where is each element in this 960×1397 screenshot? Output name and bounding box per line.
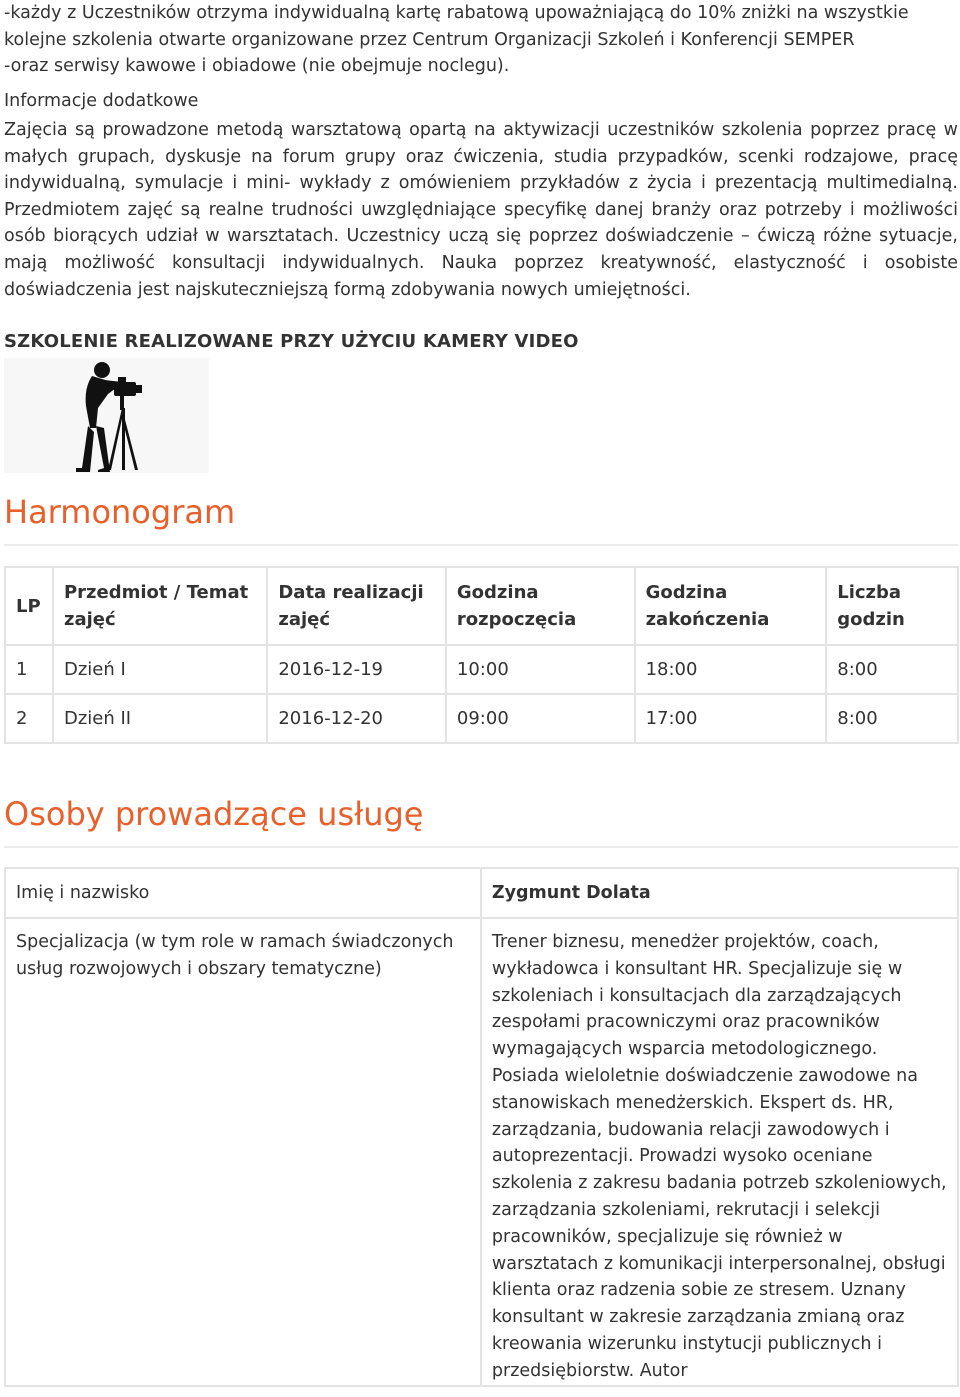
header-end: Godzina zakończenia — [635, 567, 827, 645]
cell-date: 2016-12-20 — [267, 694, 446, 743]
table-row — [5, 868, 958, 918]
cell-subject: Dzień II — [53, 694, 267, 743]
cell-subject: Dzień I — [53, 645, 267, 694]
camera-operator-silhouette-icon — [4, 358, 209, 473]
table-row — [5, 645, 958, 694]
cell-hours: 8:00 — [826, 645, 958, 694]
cell-start: 10:00 — [446, 645, 635, 694]
cell-lp: 2 — [5, 694, 53, 743]
video-heading: SZKOLENIE REALIZOWANE PRZY UŻYCIU KAMERY VIDEO — [4, 331, 579, 352]
header-hours: Liczba godzin — [826, 567, 958, 645]
header-subject: Przedmiot / Temat zajęć — [53, 567, 267, 645]
cell-hours: 8:00 — [826, 694, 958, 743]
cell-end: 18:00 — [635, 645, 827, 694]
table-header-row — [5, 567, 958, 645]
harmonogram-table — [4, 566, 959, 744]
info-body: Zajęcia są prowadzone metodą warsztatową opartą na aktywizacji uczestników szkolenia poprzez pracę w małych grupach, dyskusje na forum grupy oraz ćwiczenia, studia przypadków, scenki rodzajowe, pracę indywidualną, symulacje i mini- wykłady z omówieniem przykładów z życia i prezentacją multimedialną. Przedmiotem zajęć są realne trudności uwzględniające specyfikę danej branży oraz potrzeby i możliwości osób biorących udział w warsztatach. Uczestnicy uczą się poprzez doświadczenie – ćwiczą różne sytuacje, mają możliwość konsultacji indywidualnych. Nauka poprzez kreatywność, elastyczność i osobiste doświadczenia jest najskuteczniejszą formą zdobywania nowych umiejętności. — [4, 120, 958, 300]
cell-lp: 1 — [5, 645, 53, 694]
trainer-name: Zygmunt Dolata — [481, 868, 958, 918]
info-heading: Informacje dodatkowe — [4, 91, 199, 111]
osoby-title: Osoby prowadzące usługę — [4, 795, 424, 833]
intro-line-discount: -każdy z Uczestników otrzyma indywidualną kartę rabatową upoważniającą do 10% zniżki na wszystkie kolejne szkolenia otwarte organizowane przez Centrum Organizacji Szkoleń i Konferencji SEMPER — [4, 3, 909, 50]
intro-line-catering: -oraz serwisy kawowe i obiadowe (nie obejmuje noclegu). — [4, 56, 510, 77]
table-row — [5, 694, 958, 743]
cell-date: 2016-12-19 — [267, 645, 446, 694]
specialization-value: Trener biznesu, menedżer projektów, coach, wykładowca i konsultant HR. Specjalizuje się w szkoleniach i konsultacjach dla zarządzających zespołami pracowniczymi oraz pracowników wymagających wsparcia metodologicznego. Posiada wieloletnie doświadczenie zawodowe na stanowiskach menedżerskich. Ekspert ds. HR, zarządzania, budowania relacji zawodowych i autoprezentacji. Prowadzi wysoko oceniane szkolenia z zakresu badania potrzeb szkoleniowych, zarządzania szkoleniami, rekrutacji i selekcji pracowników, specjalizuje się również w warsztatach z komunikacji interpersonalnej, obsługi klienta oraz radzenia sobie ze stresem. Uznany konsultant w zakresie zarządzania zmianą oraz kreowania wizerunku instytucji publicznych i przedsiębiorstw. Autor — [481, 918, 958, 1386]
name-label: Imię i nazwisko — [5, 868, 481, 918]
cell-end: 17:00 — [635, 694, 827, 743]
table-row — [5, 918, 958, 1386]
trainer-table — [4, 867, 959, 1387]
header-date: Data realizacji zajęć — [267, 567, 446, 645]
header-lp: LP — [5, 567, 53, 645]
harmonogram-divider — [4, 544, 958, 546]
header-start: Godzina rozpoczęcia — [446, 567, 635, 645]
specialization-label: Specjalizacja (w tym role w ramach świadczonych usług rozwojowych i obszary tematyczne) — [5, 918, 481, 1386]
intro-text — [4, 0, 958, 80]
harmonogram-title: Harmonogram — [4, 493, 236, 531]
cell-start: 09:00 — [446, 694, 635, 743]
osoby-divider — [4, 846, 958, 848]
